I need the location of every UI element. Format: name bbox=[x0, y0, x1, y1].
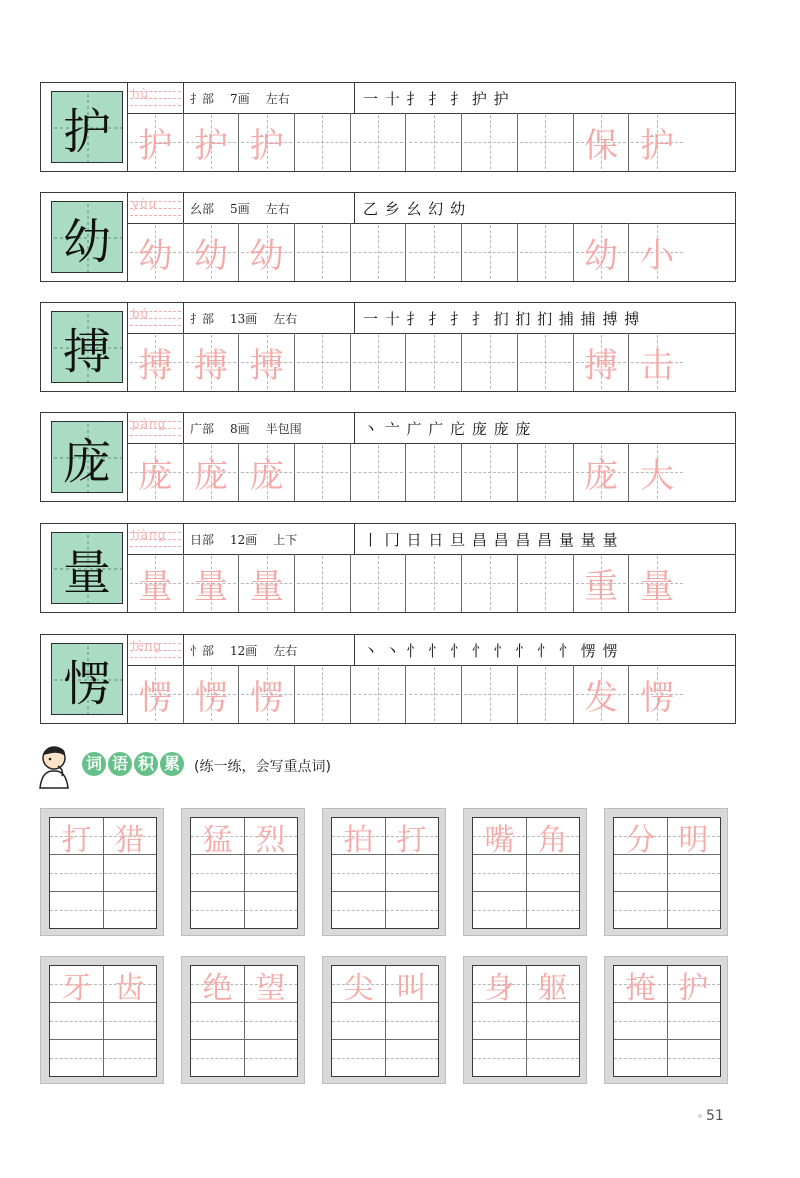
pinyin-box[interactable] bbox=[128, 635, 184, 665]
practice-grid-row bbox=[128, 333, 735, 391]
pinyin-box[interactable] bbox=[128, 413, 184, 443]
word-practice-box[interactable] bbox=[604, 956, 728, 1084]
practice-cell[interactable] bbox=[128, 113, 184, 171]
trace-char: 保 bbox=[583, 125, 618, 166]
practice-cell[interactable] bbox=[128, 554, 184, 612]
main-character-box bbox=[51, 91, 123, 163]
trace-char: 量 bbox=[194, 566, 229, 607]
pinyin-box[interactable] bbox=[128, 524, 184, 554]
trace-char: 幼 bbox=[194, 235, 229, 276]
practice-cell[interactable] bbox=[184, 113, 240, 171]
trace-char: 重 bbox=[583, 566, 618, 607]
word-practice-box[interactable] bbox=[181, 808, 305, 936]
character-row bbox=[40, 302, 736, 392]
practice-cell[interactable] bbox=[295, 223, 351, 281]
word-char: 绝 bbox=[202, 970, 233, 1006]
pinyin-box[interactable] bbox=[128, 83, 184, 113]
word-practice-box[interactable] bbox=[322, 808, 446, 936]
word-trace bbox=[473, 818, 579, 858]
word-char: 拍 bbox=[343, 822, 374, 858]
practice-cell[interactable] bbox=[184, 554, 240, 612]
word-trace bbox=[191, 966, 297, 1006]
trace-char: 量 bbox=[138, 566, 173, 607]
practice-cell[interactable] bbox=[518, 113, 574, 171]
trace-char: 庞 bbox=[583, 455, 618, 496]
main-character: 搏 bbox=[62, 323, 111, 380]
practice-cell[interactable] bbox=[351, 223, 407, 281]
trace-char: 小 bbox=[640, 235, 675, 276]
word-char: 打 bbox=[61, 822, 92, 858]
trace-char: 护 bbox=[640, 125, 675, 166]
word-trace bbox=[191, 818, 297, 858]
structure: 左右 bbox=[273, 643, 298, 658]
trace-char: 量 bbox=[249, 566, 284, 607]
stroke-order-text: 乙 乡 幺 幻 幼 bbox=[363, 200, 467, 218]
word-practice-box[interactable] bbox=[604, 808, 728, 936]
practice-cell[interactable] bbox=[295, 113, 351, 171]
stroke-order-text: 丶 亠 广 广 庀 庞 庞 庞 bbox=[363, 420, 532, 438]
practice-cell[interactable] bbox=[184, 443, 240, 501]
word-trace bbox=[614, 818, 720, 858]
practice-cell[interactable] bbox=[518, 665, 574, 723]
character-info bbox=[190, 635, 350, 665]
trace-char: 护 bbox=[194, 125, 229, 166]
main-character-box bbox=[51, 532, 123, 604]
practice-cell[interactable] bbox=[239, 554, 295, 612]
trace-char: 庞 bbox=[249, 455, 284, 496]
boy-thinking-icon bbox=[34, 744, 74, 790]
practice-cell[interactable] bbox=[239, 443, 295, 501]
practice-cell[interactable] bbox=[462, 665, 518, 723]
practice-cell[interactable] bbox=[518, 223, 574, 281]
word-char: 烈 bbox=[255, 822, 286, 858]
trace-char: 愣 bbox=[138, 677, 173, 718]
trace-char: 庞 bbox=[138, 455, 173, 496]
word-accumulation-header bbox=[34, 744, 434, 790]
trace-char: 大 bbox=[640, 455, 675, 496]
practice-cell[interactable] bbox=[574, 554, 630, 612]
practice-cell[interactable] bbox=[351, 333, 407, 391]
pinyin-trace: bó bbox=[132, 307, 149, 321]
word-char: 明 bbox=[678, 822, 709, 858]
radical: 扌部 bbox=[190, 91, 215, 106]
structure: 上下 bbox=[273, 532, 298, 547]
character-row bbox=[40, 192, 736, 282]
stroke-order bbox=[354, 303, 735, 333]
practice-cell[interactable] bbox=[629, 665, 685, 723]
trace-char: 愣 bbox=[640, 677, 675, 718]
practice-cell[interactable] bbox=[407, 665, 463, 723]
main-character: 护 bbox=[62, 103, 111, 160]
stroke-order bbox=[354, 635, 735, 665]
pinyin-trace: lèng bbox=[132, 639, 162, 653]
structure: 左右 bbox=[273, 311, 298, 326]
word-practice-box[interactable] bbox=[322, 956, 446, 1084]
word-char: 猎 bbox=[114, 822, 145, 858]
pinyin-trace: yòu bbox=[132, 197, 158, 211]
section-subtitle: (练一练，会写重点词) bbox=[194, 759, 331, 775]
main-character-box bbox=[51, 421, 123, 493]
word-char: 打 bbox=[396, 822, 427, 858]
practice-cell[interactable] bbox=[239, 113, 295, 171]
practice-cell[interactable] bbox=[462, 223, 518, 281]
practice-cell[interactable] bbox=[407, 113, 463, 171]
practice-cell[interactable] bbox=[574, 443, 630, 501]
main-character: 量 bbox=[62, 544, 111, 601]
practice-cell[interactable] bbox=[184, 665, 240, 723]
main-character: 愣 bbox=[62, 655, 111, 712]
stroke-order bbox=[354, 193, 735, 223]
practice-cell[interactable] bbox=[407, 443, 463, 501]
trace-char: 幼 bbox=[583, 235, 618, 276]
pinyin-trace: hù bbox=[132, 87, 150, 101]
character-row bbox=[40, 523, 736, 613]
practice-cell[interactable] bbox=[407, 223, 463, 281]
structure: 左右 bbox=[265, 91, 290, 106]
word-char: 齿 bbox=[114, 970, 145, 1006]
section-title-char: 词 bbox=[82, 752, 106, 776]
trace-char: 愣 bbox=[249, 677, 284, 718]
radical: 忄部 bbox=[190, 643, 215, 658]
stroke-order bbox=[354, 524, 735, 554]
word-trace bbox=[50, 818, 156, 858]
practice-cell[interactable] bbox=[351, 443, 407, 501]
main-character: 幼 bbox=[62, 213, 111, 270]
word-char: 望 bbox=[255, 970, 286, 1006]
main-character-box bbox=[51, 311, 123, 383]
stroke-order-text: 丨 冂 日 日 旦 昌 昌 昌 昌 量 量 量 bbox=[363, 531, 619, 549]
trace-char: 搏 bbox=[138, 345, 173, 386]
word-char: 猛 bbox=[202, 822, 233, 858]
practice-grid-row bbox=[128, 665, 735, 723]
practice-cell[interactable] bbox=[574, 223, 630, 281]
page-number: 51 bbox=[706, 1108, 724, 1124]
practice-cell[interactable] bbox=[629, 223, 685, 281]
radical: 幺部 bbox=[190, 201, 215, 216]
practice-cell[interactable] bbox=[128, 443, 184, 501]
character-row bbox=[40, 634, 736, 724]
character-info bbox=[190, 524, 350, 554]
trace-char: 量 bbox=[640, 566, 675, 607]
word-char: 身 bbox=[484, 970, 515, 1006]
stroke-order bbox=[354, 83, 735, 113]
trace-char: 击 bbox=[640, 345, 675, 386]
practice-cell[interactable] bbox=[462, 333, 518, 391]
word-char: 角 bbox=[537, 822, 568, 858]
word-trace bbox=[332, 818, 438, 858]
radical: 日部 bbox=[190, 532, 215, 547]
practice-cell[interactable] bbox=[351, 113, 407, 171]
page-number-dot bbox=[698, 1114, 702, 1118]
practice-cell[interactable] bbox=[574, 665, 630, 723]
structure: 左右 bbox=[265, 201, 290, 216]
practice-grid-row bbox=[128, 223, 735, 281]
stroke-count: 7画 bbox=[230, 91, 250, 106]
main-character-box bbox=[51, 201, 123, 273]
pinyin-box[interactable] bbox=[128, 303, 184, 333]
stroke-count: 12画 bbox=[230, 532, 258, 547]
pinyin-trace: liàng bbox=[132, 528, 167, 542]
section-title-char: 语 bbox=[108, 752, 132, 776]
practice-cell[interactable] bbox=[462, 113, 518, 171]
practice-cell[interactable] bbox=[295, 665, 351, 723]
practice-cell[interactable] bbox=[239, 665, 295, 723]
practice-cell[interactable] bbox=[128, 333, 184, 391]
word-char: 躯 bbox=[537, 970, 568, 1006]
trace-char: 庞 bbox=[194, 455, 229, 496]
trace-char: 幼 bbox=[249, 235, 284, 276]
practice-cell[interactable] bbox=[407, 554, 463, 612]
trace-char: 幼 bbox=[138, 235, 173, 276]
section-title-char: 积 bbox=[134, 752, 158, 776]
word-char: 分 bbox=[625, 822, 656, 858]
character-info bbox=[190, 83, 350, 113]
stroke-order-text: 丶 丶 忄 忄 忄 忄 忄 忄 忄 忄 愣 愣 bbox=[363, 642, 619, 660]
practice-cell[interactable] bbox=[518, 554, 574, 612]
practice-cell[interactable] bbox=[629, 333, 685, 391]
stroke-order-text: 一 十 扌 扌 扌 扌 扪 扪 扪 捕 捕 搏 搏 bbox=[363, 310, 641, 328]
practice-cell[interactable] bbox=[295, 443, 351, 501]
practice-cell[interactable] bbox=[295, 333, 351, 391]
word-char: 牙 bbox=[61, 970, 92, 1006]
practice-cell[interactable] bbox=[184, 223, 240, 281]
practice-cell[interactable] bbox=[295, 554, 351, 612]
practice-cell[interactable] bbox=[462, 554, 518, 612]
practice-cell[interactable] bbox=[629, 113, 685, 171]
word-practice-box[interactable] bbox=[181, 956, 305, 1084]
practice-cell[interactable] bbox=[574, 113, 630, 171]
stroke-order-text: 一 十 扌 扌 扌 护 护 bbox=[363, 90, 510, 108]
practice-cell[interactable] bbox=[462, 443, 518, 501]
stroke-count: 5画 bbox=[230, 201, 250, 216]
trace-char: 发 bbox=[583, 677, 618, 718]
practice-grid-row bbox=[128, 443, 735, 501]
practice-grid-row bbox=[128, 113, 735, 171]
word-char: 叫 bbox=[396, 970, 427, 1006]
section-title bbox=[82, 752, 186, 776]
practice-cell[interactable] bbox=[351, 665, 407, 723]
trace-char: 搏 bbox=[583, 345, 618, 386]
word-char: 掩 bbox=[625, 970, 656, 1006]
structure: 半包围 bbox=[265, 421, 302, 436]
word-practice-box[interactable] bbox=[40, 808, 164, 936]
word-char: 嘴 bbox=[484, 822, 515, 858]
practice-cell[interactable] bbox=[518, 333, 574, 391]
practice-cell[interactable] bbox=[128, 223, 184, 281]
stroke-count: 13画 bbox=[230, 311, 258, 326]
main-character: 庞 bbox=[62, 433, 111, 490]
radical: 扌部 bbox=[190, 311, 215, 326]
character-row bbox=[40, 412, 736, 502]
word-char: 尖 bbox=[343, 970, 374, 1006]
practice-cell[interactable] bbox=[184, 333, 240, 391]
radical: 广部 bbox=[190, 421, 215, 436]
practice-cell[interactable] bbox=[518, 443, 574, 501]
main-character-box bbox=[51, 643, 123, 715]
practice-cell[interactable] bbox=[239, 333, 295, 391]
practice-cell[interactable] bbox=[239, 223, 295, 281]
word-trace bbox=[614, 966, 720, 1006]
practice-grid-row bbox=[128, 554, 735, 612]
trace-char: 愣 bbox=[194, 677, 229, 718]
practice-cell[interactable] bbox=[629, 554, 685, 612]
practice-cell[interactable] bbox=[351, 554, 407, 612]
stroke-count: 8画 bbox=[230, 421, 250, 436]
trace-char: 搏 bbox=[249, 345, 284, 386]
practice-cell[interactable] bbox=[629, 443, 685, 501]
character-info bbox=[190, 193, 350, 223]
word-trace bbox=[473, 966, 579, 1006]
word-practice-box[interactable] bbox=[463, 808, 587, 936]
word-practice-box[interactable] bbox=[40, 956, 164, 1084]
stroke-order bbox=[354, 413, 735, 443]
word-practice-box[interactable] bbox=[463, 956, 587, 1084]
trace-char: 护 bbox=[249, 125, 284, 166]
word-char: 护 bbox=[678, 970, 709, 1006]
trace-char: 搏 bbox=[194, 345, 229, 386]
practice-cell[interactable] bbox=[407, 333, 463, 391]
character-info bbox=[190, 303, 350, 333]
practice-cell[interactable] bbox=[574, 333, 630, 391]
trace-char: 护 bbox=[138, 125, 173, 166]
character-info bbox=[190, 413, 350, 443]
word-trace bbox=[332, 966, 438, 1006]
section-title-char: 累 bbox=[160, 752, 184, 776]
pinyin-box[interactable] bbox=[128, 193, 184, 223]
character-row bbox=[40, 82, 736, 172]
pinyin-trace: páng bbox=[132, 417, 167, 431]
stroke-count: 12画 bbox=[230, 643, 258, 658]
word-trace bbox=[50, 966, 156, 1006]
practice-cell[interactable] bbox=[128, 665, 184, 723]
